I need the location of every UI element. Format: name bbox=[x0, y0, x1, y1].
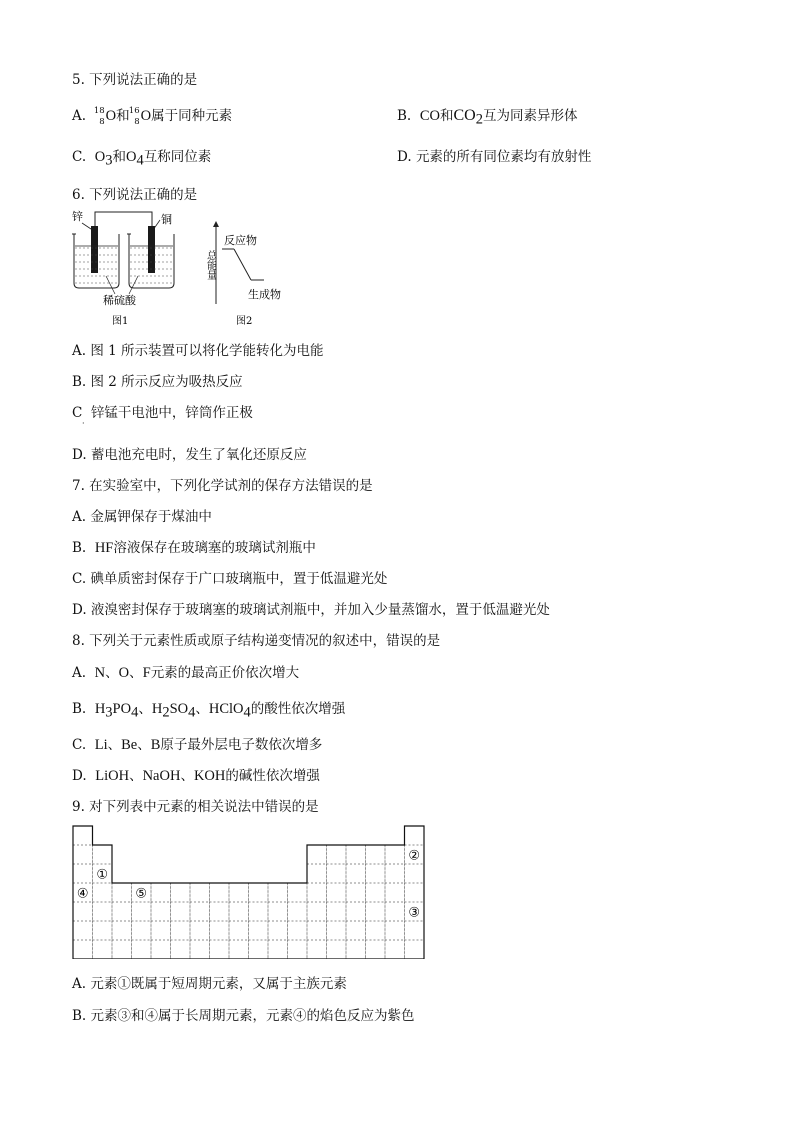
reactant-label: 反应物 bbox=[224, 234, 257, 247]
stray-dot: · bbox=[82, 419, 85, 428]
element-marker: ③ bbox=[408, 905, 421, 921]
figure-2-caption: 图2 bbox=[236, 316, 253, 327]
q9-option-a: A. 元素①既属于短周期元素，又属于主族元素 bbox=[72, 976, 347, 992]
q8-stem: 8. 下列关于元素性质或原子结构递变情况的叙述中，错误的是 bbox=[72, 633, 441, 649]
q6-stem: 6. 下列说法正确的是 bbox=[72, 187, 198, 203]
q8-option-b: B. $H_3PO_4$、$H_2SO_4$、HClO$_4$的酸性依次增强 bbox=[72, 701, 346, 721]
q5-option-d: D. 元素的所有同位素均有放射性 bbox=[397, 149, 592, 165]
nuclide-o18: 18 8 bbox=[93, 105, 105, 127]
figure-1-caption: 图1 bbox=[112, 316, 129, 327]
q5-option-b: B. CO和$CO_2$互为同素异形体 bbox=[397, 107, 578, 128]
element-marker: ② bbox=[408, 848, 421, 864]
element-marker: ④ bbox=[76, 886, 89, 902]
q7-option-d: D. 液溴密封保存于玻璃塞的玻璃试剂瓶中，并加入少量蒸馏水，置于低温避光处 bbox=[72, 602, 550, 618]
q8-option-a: A. N、O、F元素的最高正价依次增大 bbox=[72, 665, 300, 681]
q6-figure-1 bbox=[66, 206, 191, 331]
q6-option-b: B. 图 2 所示反应为吸热反应 bbox=[72, 374, 243, 390]
q9-option-b: B. 元素③和④属于长周期元素，元素④的焰色反应为紫色 bbox=[72, 1008, 415, 1024]
q8-option-d: D. LiOH、NaOH、KOH的碱性依次增强 bbox=[72, 768, 320, 784]
nuclide-o16: 16 8 bbox=[128, 105, 140, 127]
copper-label: 铜 bbox=[161, 213, 172, 226]
q6-option-c: C 锌锰干电池中，锌筒作正极 bbox=[72, 405, 253, 421]
zinc-label: 锌 bbox=[72, 210, 83, 223]
q5-option-a: A. 18 8 O和 16 8 O属于同种元素 bbox=[72, 105, 233, 127]
q7-stem: 7. 在实验室中，下列化学试剂的保存方法错误的是 bbox=[72, 478, 373, 494]
acid-label: 稀硫酸 bbox=[103, 294, 136, 307]
periodic-table-outline bbox=[72, 825, 428, 959]
q8-option-c: C. Li、Be、B原子最外层电子数依次增多 bbox=[72, 737, 323, 753]
q7-option-b: B. HF溶液保存在玻璃塞的玻璃试剂瓶中 bbox=[72, 540, 316, 556]
q6-option-d: D. 蓄电池充电时，发生了氧化还原反应 bbox=[72, 447, 307, 463]
q6-option-a: A. 图 1 所示装置可以将化学能转化为电能 bbox=[72, 343, 324, 359]
element-marker: ⑤ bbox=[135, 886, 148, 902]
q5-stem: 5. 下列说法正确的是 bbox=[72, 72, 198, 88]
q7-option-a: A. 金属钾保存于煤油中 bbox=[72, 509, 212, 525]
element-marker: ① bbox=[96, 867, 109, 883]
y-axis-label: 总能量 bbox=[204, 250, 216, 280]
q7-option-c: C. 碘单质密封保存于广口玻璃瓶中，置于低温避光处 bbox=[72, 571, 388, 587]
option-letter: A. bbox=[72, 108, 87, 124]
q9-stem: 9. 对下列表中元素的相关说法中错误的是 bbox=[72, 799, 319, 815]
product-label: 生成物 bbox=[248, 288, 281, 301]
q6-figure-2 bbox=[196, 216, 306, 331]
q5-option-c: C. $O_3$和$O_4$互称同位素 bbox=[72, 149, 212, 169]
